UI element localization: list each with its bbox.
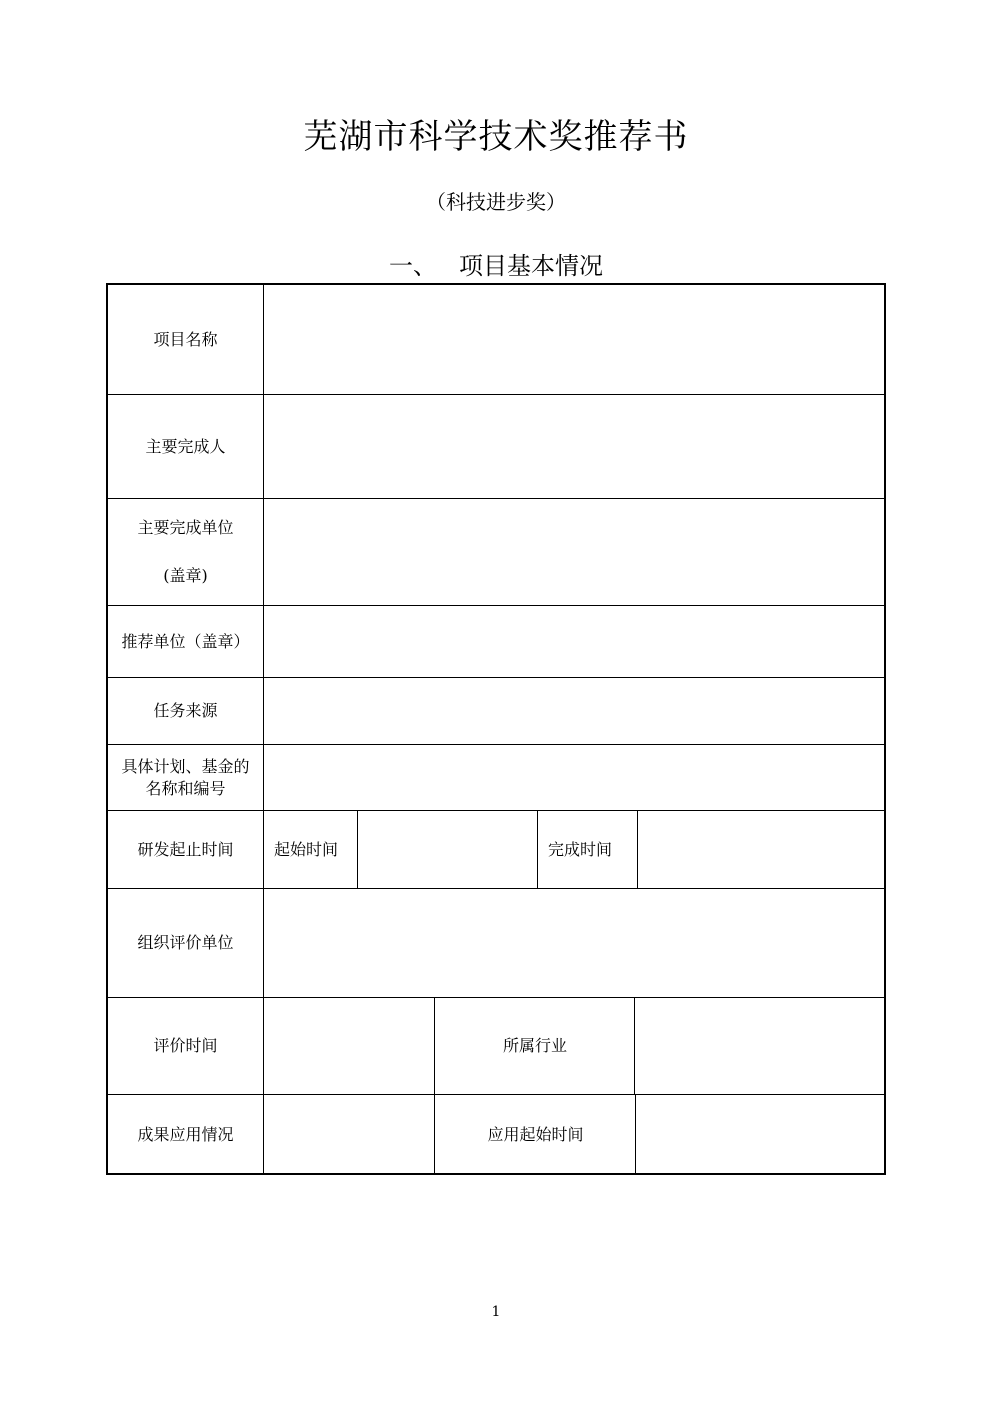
col-divider — [635, 1094, 636, 1174]
application-start-label: 应用起始时间 — [487, 1124, 584, 1144]
main-completers-label: 主要完成人 — [145, 436, 226, 456]
main-units-seal-label: (盖章) — [163, 566, 208, 585]
document-title: 芜湖市科学技术奖推荐书 — [303, 117, 689, 157]
start-time-label: 起始时间 — [274, 839, 339, 859]
evaluation-time-label: 评价时间 — [153, 1036, 218, 1055]
finish-time-label: 完成时间 — [548, 839, 613, 859]
field-recommending-unit[interactable] — [265, 606, 884, 677]
label-start-time — [264, 811, 357, 888]
col-divider — [357, 810, 358, 888]
field-plan-fund[interactable] — [265, 745, 884, 810]
field-start-time[interactable] — [359, 811, 537, 888]
field-evaluation-time[interactable] — [265, 998, 434, 1094]
page-number: 1 — [491, 1304, 501, 1320]
label-evaluation-time — [108, 998, 263, 1094]
section-heading — [0, 250, 992, 282]
label-finish-time — [538, 811, 637, 888]
task-source-label: 任务来源 — [153, 701, 218, 720]
col-divider — [637, 810, 638, 888]
field-task-source[interactable] — [265, 678, 884, 744]
label-application-start — [436, 1095, 635, 1174]
field-finish-time[interactable] — [639, 811, 884, 888]
label-industry — [436, 998, 634, 1094]
label-rd-period — [108, 811, 263, 888]
col-divider — [434, 997, 435, 1174]
section-title: 项目基本情况 — [459, 252, 603, 280]
field-application-start[interactable] — [637, 1095, 884, 1174]
label-project-name — [108, 285, 263, 394]
project-name-label: 项目名称 — [153, 329, 218, 349]
field-industry[interactable] — [636, 998, 884, 1094]
recommending-unit-label: 推荐单位（盖章） — [121, 631, 250, 651]
label-plan-fund — [108, 745, 263, 810]
field-main-units[interactable] — [265, 499, 884, 605]
application-status-label: 成果应用情况 — [137, 1124, 234, 1144]
label-main-units — [108, 499, 263, 605]
label-column-divider — [263, 284, 264, 1174]
main-units-label: 主要完成单位 — [137, 518, 234, 537]
label-task-source — [108, 678, 263, 744]
document-subtitle: （科技进步奖） — [426, 190, 566, 214]
label-main-completers — [108, 395, 263, 498]
evaluation-org-label: 组织评价单位 — [137, 933, 234, 952]
label-recommending-unit — [108, 606, 263, 677]
section-number: 一、 — [389, 252, 437, 280]
field-project-name[interactable] — [265, 285, 884, 394]
industry-label: 所属行业 — [502, 1036, 567, 1055]
field-application-status[interactable] — [265, 1095, 434, 1174]
label-application-status — [108, 1095, 263, 1174]
rd-period-label: 研发起止时间 — [137, 839, 234, 859]
field-evaluation-org[interactable] — [265, 889, 884, 997]
plan-fund-label-line1: 具体计划、基金的 — [121, 756, 250, 776]
field-main-completers[interactable] — [265, 395, 884, 498]
col-divider — [634, 997, 635, 1094]
label-evaluation-org — [108, 889, 263, 997]
plan-fund-label-line2: 名称和编号 — [145, 778, 226, 798]
